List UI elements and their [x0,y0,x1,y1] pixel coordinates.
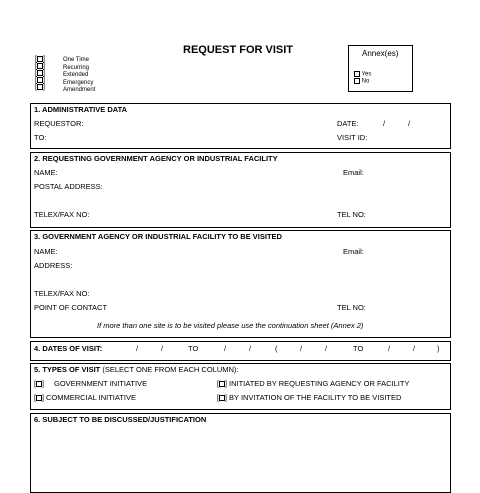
commercial-initiative-checkbox[interactable]: [ ] [34,395,44,402]
annex-box [348,45,413,92]
telex-fax-label: TELEX/FAX NO: [34,210,90,219]
point-of-contact-label: POINT OF CONTACT [34,303,108,312]
government-initiative-option[interactable] [34,379,147,389]
section-dates-of-visit [30,341,451,361]
commercial-initiative-label: COMMERCIAL INITIATIVE [46,393,137,402]
visit-kind-label: Emergency [63,79,94,86]
annex-no-label: No [361,78,370,85]
section-types-of-visit [30,363,451,410]
date-separator: / [383,119,386,128]
section-facility-to-visit [30,230,451,338]
section-header: 6. SUBJECT TO BE DISCUSSED/JUSTIFICATION [34,415,207,424]
by-invitation-option[interactable] [217,393,401,403]
one-time-checkbox[interactable]: [ ] [35,56,45,63]
tel-label: TEL NO: [337,210,366,219]
visit-kind-labels [63,57,95,95]
date-separator: / [161,344,164,353]
recurring-checkbox[interactable]: [ ] [35,63,45,70]
telex-fax-label: TELEX/FAX NO: [34,289,90,298]
continuation-note: If more than one site is to be visited please use the continuation sheet (Annex 2) [97,321,364,330]
annex-yes-checkbox[interactable] [354,71,360,77]
name-label: NAME: [34,247,58,256]
page-title: REQUEST FOR VISIT [183,44,294,56]
section-header: 4. DATES OF VISIT: [34,344,103,353]
extended-checkbox[interactable]: [ ] [35,70,45,77]
visit-kind-label: Extended [63,72,89,79]
address-label: ADDRESS: [34,261,73,270]
to-label: TO [188,344,199,353]
date-separator: / [388,344,391,353]
date-separator: / [249,344,252,353]
government-initiative-label: GOVERNMENT INITIATIVE [54,379,148,388]
annex-yes-label: Yes [361,71,372,78]
annex-no-checkbox[interactable] [354,78,360,84]
name-label: NAME: [34,168,58,177]
section-header-rest: (SELECT ONE FROM EACH COLUMN): [102,365,239,374]
section-administrative-data [30,103,451,149]
email-label: Email: [343,168,364,177]
amendment-checkbox[interactable]: [ ] [35,84,45,91]
close-paren: ) [437,344,440,353]
to-label: TO: [34,133,47,142]
emergency-checkbox[interactable]: [ ] [35,77,45,84]
section-subject-justification [30,413,451,493]
section-header: 1. ADMINISTRATIVE DATA [34,105,128,114]
section-header [34,365,239,374]
email-label: Email: [343,247,364,256]
by-invitation-checkbox[interactable]: [ ] [217,395,227,402]
visit-kind-label: Recurring [63,64,90,71]
visit-kind-label: Amendment [63,87,96,94]
date-label: DATE: [337,119,359,128]
date-separator: / [413,344,416,353]
visit-id-label: VISIT ID: [337,133,368,142]
date-separator: / [408,119,411,128]
visit-kind-label: One Time [63,57,90,63]
date-separator: / [136,344,139,353]
annex-title: Annex(es) [362,49,399,58]
initiated-by-requesting-label: INITIATED BY REQUESTING AGENCY OR FACILITY [229,379,410,388]
date-separator: / [325,344,328,353]
to-label: TO [353,344,364,353]
section-header: 2. REQUESTING GOVERNMENT AGENCY OR INDUSTRIAL FACILITY [34,154,278,163]
date-separator: / [300,344,303,353]
section-header-bold: 5. TYPES OF VISIT [34,365,101,374]
by-invitation-label: BY INVITATION OF THE FACILITY TO BE VISITED [229,393,402,402]
section-requesting-agency [30,152,451,228]
section-header: 3. GOVERNMENT AGENCY OR INDUSTRIAL FACILITY TO BE VISITED [34,232,282,241]
requestor-label: REQUESTOR: [34,119,84,128]
annex-no-option[interactable] [354,78,369,86]
date-separator: / [224,344,227,353]
tel-label: TEL NO: [337,303,366,312]
open-paren: ( [275,344,278,353]
postal-address-label: POSTAL ADDRESS: [34,182,103,191]
government-initiative-checkbox[interactable]: [ ] [34,381,44,388]
initiated-by-requesting-checkbox[interactable]: [ ] [217,381,227,388]
initiated-by-requesting-option[interactable] [217,379,409,389]
commercial-initiative-option[interactable] [34,393,136,403]
